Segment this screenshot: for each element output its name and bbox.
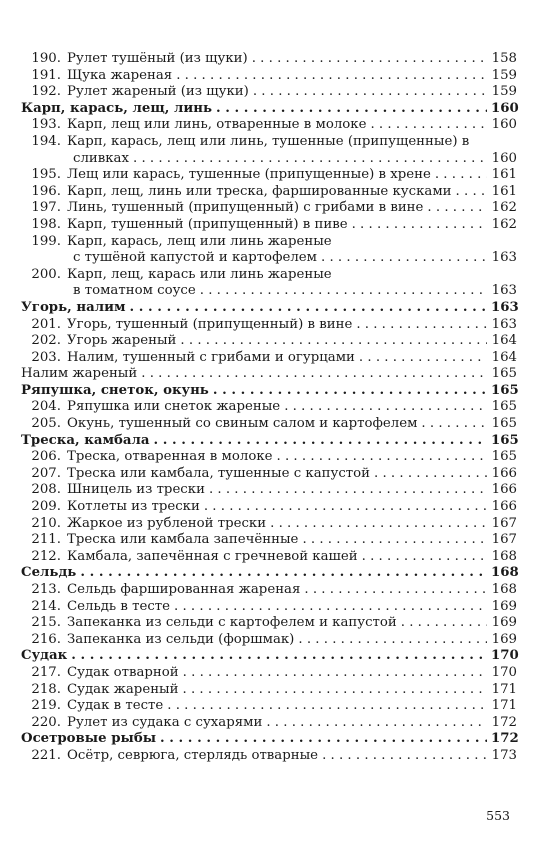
leader-dots [352, 217, 487, 234]
page-ref: 173 [491, 747, 517, 763]
toc-entry [21, 549, 517, 566]
entry-title: Линь, тушенный (припущенный) с грибами в вине [67, 200, 424, 216]
entry-title-first-line: Карп, карась, лещ или линь, тушенные (припущенные) в [67, 133, 470, 149]
toc-entry [21, 698, 517, 715]
page-ref: 162 [491, 200, 517, 216]
entry-number: 212. [31, 548, 61, 564]
leader-dots [427, 200, 487, 217]
entry-number: 219. [31, 698, 61, 714]
leader-dots [435, 167, 487, 184]
page-ref: 159 [491, 67, 517, 83]
page-ref: 169 [491, 598, 517, 614]
entry-title: Треска или камбала, тушенные с капустой [67, 465, 370, 481]
leader-dots [253, 84, 487, 101]
toc-entry [21, 84, 517, 101]
page-ref: 168 [491, 582, 517, 597]
leader-dots [204, 499, 487, 516]
entry-title: Судак жареный [67, 681, 179, 697]
entry-number: 199. [31, 233, 61, 249]
entry-title: Карп, тушенный (припущенный) в пиве [67, 216, 348, 232]
entry-title: Щука жареная [67, 67, 173, 83]
entry-number: 217. [31, 664, 61, 680]
page-ref: 159 [491, 84, 517, 100]
page-ref: 163 [491, 316, 517, 332]
entry-number: 216. [31, 631, 61, 647]
leader-dots [456, 184, 487, 201]
leader-dots [130, 300, 487, 317]
leader-dots [421, 416, 487, 433]
section-title: Ряпушка, снеток, окунь [21, 382, 209, 398]
entry-number: 214. [31, 598, 61, 614]
entry-number: 213. [31, 582, 61, 597]
section-title: Угорь, налим [21, 299, 126, 315]
entry-title: Угорь, тушенный (припущенный) в вине [67, 316, 353, 332]
entry-number: 205. [31, 416, 61, 432]
page-ref: 165 [491, 382, 519, 398]
toc-entry [21, 234, 517, 267]
toc-entry [21, 532, 517, 549]
toc-entry [21, 117, 517, 134]
page-ref: 160 [491, 100, 519, 116]
entry-title: с тушёной капустой и картофелем [73, 250, 317, 266]
page-ref: 165 [491, 432, 519, 448]
leader-dots [277, 449, 487, 466]
page-ref: 164 [491, 349, 517, 365]
entry-title-first-line: Карп, лещ, карась или линь жареные [67, 266, 332, 282]
entry-number: 211. [31, 532, 61, 548]
page-ref: 168 [491, 548, 517, 564]
entry-title: Карп, лещ или линь, отваренные в молоке [67, 117, 367, 133]
page-number: 553 [486, 808, 510, 823]
leader-dots [356, 317, 487, 334]
page-ref: 170 [491, 664, 517, 680]
leader-dots [374, 466, 487, 483]
entry-number: 198. [31, 216, 61, 232]
entry-title: Сельдь в тесте [67, 598, 170, 614]
section-heading [21, 101, 517, 118]
section-title: Судак [21, 648, 68, 664]
toc-entry [21, 184, 517, 201]
entry-title: Карп, лещ, линь или треска, фаршированные кусками [67, 183, 452, 199]
toc-entry [21, 200, 517, 217]
page-ref: 162 [491, 216, 517, 232]
page-ref: 163 [491, 250, 517, 266]
leader-dots [153, 433, 487, 450]
entry-number: 204. [31, 399, 61, 415]
entry-title: Судак в тесте [67, 698, 164, 714]
leader-dots [298, 632, 487, 649]
toc-entry [21, 516, 517, 533]
entry-title: Сельдь фаршированная жареная [67, 582, 301, 597]
entry-title: Ряпушка или снеток жареные [67, 399, 281, 415]
leader-dots [80, 565, 487, 582]
toc-entry [21, 466, 517, 483]
toc-entry [21, 632, 517, 649]
entry-title: Запеканка из сельди (форшмак) [67, 631, 295, 647]
leader-dots [322, 748, 487, 765]
entry-number: 191. [31, 67, 61, 83]
table-of-contents [21, 51, 517, 765]
section-title: Сельдь [21, 565, 77, 581]
entry-number: 202. [31, 333, 61, 349]
page-ref: 163 [491, 299, 519, 315]
page-ref: 169 [491, 615, 517, 631]
leader-dots [321, 250, 487, 267]
leader-dots [160, 731, 487, 748]
toc-entry [21, 449, 517, 466]
page-ref: 158 [491, 51, 517, 66]
leader-dots [133, 151, 487, 168]
page-ref: 168 [491, 565, 519, 581]
leader-dots [370, 117, 487, 134]
leader-dots [176, 68, 487, 85]
leader-dots [401, 615, 487, 632]
section-heading [21, 565, 517, 582]
page-ref: 171 [491, 681, 517, 697]
entry-number: 206. [31, 449, 61, 465]
entry-title: Шницель из трески [67, 482, 205, 498]
page-ref: 160 [491, 117, 517, 133]
entry-number: 193. [31, 117, 61, 133]
page-ref: 163 [491, 283, 517, 299]
entry-title: Судак отварной [67, 664, 179, 680]
entry-title-first-line: Карп, карась, лещ или линь жареные [67, 233, 332, 249]
toc-entry [21, 317, 517, 334]
entry-title: Налим жареный [21, 366, 138, 382]
toc-entry [21, 366, 517, 383]
section-heading [21, 648, 517, 665]
entry-number: 201. [31, 316, 61, 332]
section-title: Треска, камбала [21, 432, 150, 448]
page-ref: 172 [491, 731, 519, 747]
section-heading [21, 383, 517, 400]
entry-number: 200. [31, 266, 61, 282]
entry-title: в томатном соусе [73, 283, 196, 299]
entry-title: Угорь жареный [67, 333, 177, 349]
leader-dots [180, 333, 487, 350]
toc-entry [21, 399, 517, 416]
leader-dots [266, 715, 487, 732]
entry-number: 209. [31, 499, 61, 515]
page-ref: 165 [491, 399, 517, 415]
entry-title: Осётр, севрюга, стерлядь отварные [67, 747, 319, 763]
entry-title: Рулет жареный (из щуки) [67, 84, 249, 100]
page-ref: 165 [491, 449, 517, 465]
entry-title: Жаркое из рубленой трески [67, 515, 267, 531]
page-ref: 161 [491, 183, 517, 199]
toc-entry [21, 267, 517, 300]
entry-number: 218. [31, 681, 61, 697]
page-ref: 167 [491, 532, 517, 548]
toc-entry [21, 350, 517, 367]
page-ref: 166 [491, 465, 517, 481]
leader-dots [71, 648, 487, 665]
entry-title: Налим, тушенный с грибами и огурцами [67, 349, 355, 365]
toc-entry [21, 217, 517, 234]
page-ref: 166 [491, 482, 517, 498]
page-ref: 165 [491, 366, 517, 382]
page-ref: 167 [491, 515, 517, 531]
leader-dots [362, 549, 487, 566]
entry-title: Камбала, запечённая с гречневой кашей [67, 548, 358, 564]
toc-entry [21, 416, 517, 433]
section-heading [21, 300, 517, 317]
page-ref: 164 [491, 333, 517, 349]
entry-number: 190. [31, 51, 61, 66]
leader-dots [302, 532, 487, 549]
entry-number: 195. [31, 167, 61, 183]
section-title: Осетровые рыбы [21, 731, 157, 747]
leader-dots [174, 599, 487, 616]
leader-dots [200, 283, 487, 300]
page-ref: 161 [491, 167, 517, 183]
entry-title: Котлеты из трески [67, 499, 200, 515]
page-ref: 165 [491, 416, 517, 432]
entry-number: 210. [31, 515, 61, 531]
page-ref: 171 [491, 698, 517, 714]
toc-entry [21, 499, 517, 516]
leader-dots [213, 383, 487, 400]
page-ref: 169 [491, 631, 517, 647]
leader-dots [304, 582, 487, 599]
entry-title: Треска или камбала запечённые [67, 532, 299, 548]
toc-entry [21, 482, 517, 499]
page-ref: 166 [491, 499, 517, 515]
leader-dots [183, 665, 487, 682]
toc-entry [21, 665, 517, 682]
entry-number: 194. [31, 133, 61, 149]
entry-title: Окунь, тушенный со свиным салом и картофелем [67, 416, 418, 432]
entry-title: Лещ или карась, тушенные (припущенные) в хрене [67, 167, 431, 183]
entry-title: Треска, отваренная в молоке [67, 449, 273, 465]
leader-dots [216, 101, 487, 118]
entry-number: 208. [31, 482, 61, 498]
section-heading [21, 433, 517, 450]
entry-number: 203. [31, 349, 61, 365]
toc-entry [21, 134, 517, 167]
leader-dots [359, 350, 487, 367]
entry-number: 221. [31, 747, 61, 763]
page-ref: 172 [491, 714, 517, 730]
entry-number: 192. [31, 84, 61, 100]
toc-entry [21, 748, 517, 765]
toc-entry [21, 333, 517, 350]
toc-entry [21, 715, 517, 732]
leader-dots [252, 51, 487, 68]
leader-dots [284, 399, 487, 416]
entry-number: 207. [31, 465, 61, 481]
section-heading [21, 731, 517, 748]
toc-entry [21, 682, 517, 699]
leader-dots [183, 682, 488, 699]
toc-entry [21, 167, 517, 184]
leader-dots [209, 482, 487, 499]
toc-entry [21, 51, 517, 68]
section-title: Карп, карась, лещ, линь [21, 100, 212, 116]
entry-title: Рулет из судака с сухарями [67, 714, 263, 730]
entry-number: 220. [31, 714, 61, 730]
toc-entry [21, 68, 517, 85]
entry-number: 196. [31, 183, 61, 199]
leader-dots [141, 366, 487, 383]
leader-dots [167, 698, 487, 715]
toc-entry [21, 582, 517, 599]
toc-entry [21, 615, 517, 632]
page-ref: 160 [491, 150, 517, 166]
entry-number: 215. [31, 615, 61, 631]
leader-dots [270, 516, 487, 533]
entry-title: сливках [73, 150, 129, 166]
entry-title: Запеканка из сельди с картофелем и капустой [67, 615, 397, 631]
entry-number: 197. [31, 200, 61, 216]
page-ref: 170 [491, 648, 519, 664]
toc-entry [21, 599, 517, 616]
entry-title: Рулет тушёный (из щуки) [67, 51, 248, 66]
